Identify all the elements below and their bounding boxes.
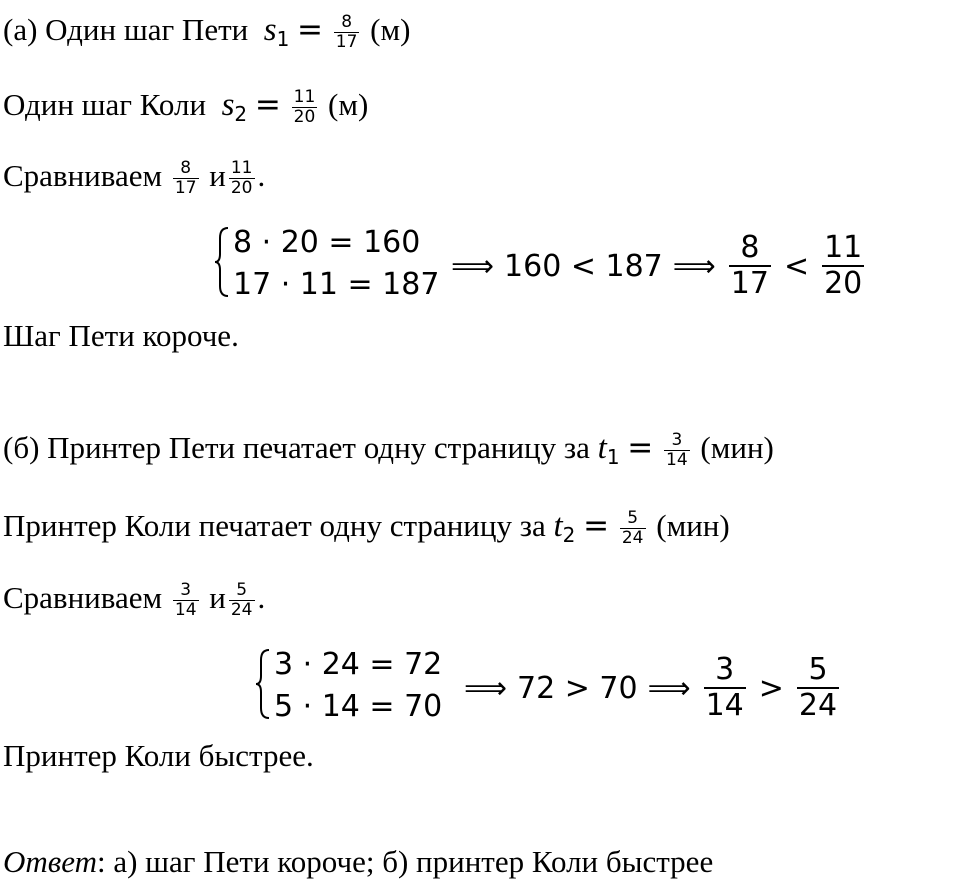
fraction-s1: $\frac{8}{17}$ — [335, 12, 358, 53]
compare-and: и — [209, 158, 226, 193]
result-fraction-1: $\frac{8}{17}$ — [730, 230, 769, 301]
period: . — [257, 158, 266, 193]
compare-fraction-1: $\frac{8}{17}$ — [174, 158, 197, 199]
fraction-s2: $\frac{11}{20}$ — [293, 87, 316, 128]
system-equation-1: 8 · 20 = 160 — [233, 225, 421, 260]
inequality: 160 < 187 — [504, 248, 663, 284]
system-result — [464, 648, 842, 728]
part-b-line-2-text: Принтер Коли печатает одну страницу за — [3, 508, 546, 543]
implies-icon: ⟹ — [672, 248, 716, 284]
implies-icon: ⟹ — [464, 670, 508, 706]
fraction-t1: $\frac{3}{14}$ — [666, 430, 688, 471]
equals-sign: = — [297, 12, 324, 48]
compare-text: Сравниваем — [3, 158, 163, 193]
answer-text: : а) шаг Пети короче; б) принтер Коли быстрее — [96, 844, 714, 879]
compare-fraction-2: $\frac{5}{24}$ — [230, 580, 253, 621]
system-equation-2: 17 · 11 = 187 — [233, 267, 440, 302]
compare-text: Сравниваем — [3, 580, 163, 615]
period: . — [257, 580, 266, 615]
part-b-compare — [3, 580, 265, 620]
unit-label: (м) — [328, 87, 369, 122]
unit-label: (м) — [370, 12, 411, 47]
result-fraction-1: $\frac{3}{14}$ — [705, 652, 744, 723]
compare-fraction-2: $\frac{11}{20}$ — [230, 158, 253, 199]
part-a-compare — [3, 158, 265, 198]
unit-label: (мин) — [656, 508, 730, 543]
system-equation-1: 3 · 24 = 72 — [274, 647, 443, 682]
part-b-line-1 — [3, 430, 774, 475]
variable-s1: $s_1$ — [263, 12, 290, 51]
result-fraction-2: $\frac{5}{24}$ — [798, 652, 838, 723]
equals-sign: = — [583, 508, 610, 544]
part-b-conclusion: Принтер Коли быстрее. — [3, 738, 314, 773]
part-a-line-2 — [3, 87, 368, 132]
system-result — [451, 226, 867, 306]
part-b-line-1-text: (б) Принтер Пети печатает одну страницу за — [3, 430, 590, 465]
unit-label: (мин) — [700, 430, 774, 465]
equals-sign: = — [627, 430, 654, 466]
part-a-system — [213, 226, 913, 306]
implies-icon: ⟹ — [451, 248, 495, 284]
part-a-line-1 — [3, 12, 410, 57]
variable-t2: $t_2$ — [553, 508, 576, 547]
system-equation-2: 5 · 14 = 70 — [274, 689, 443, 724]
relation-sign: > — [758, 670, 784, 706]
answer-label: Ответ — [3, 844, 97, 879]
compare-fraction-1: $\frac{3}{14}$ — [174, 580, 197, 621]
result-fraction-2: $\frac{11}{20}$ — [824, 230, 863, 301]
variable-s2: $s_2$ — [221, 87, 248, 126]
inequality: 72 > 70 — [517, 670, 638, 706]
answer-line — [3, 844, 713, 880]
left-brace-icon — [213, 226, 231, 298]
compare-and: и — [209, 580, 226, 615]
part-b-system — [254, 648, 894, 728]
system-equations — [233, 222, 439, 306]
part-a-line-2-text: Один шаг Коли — [3, 87, 207, 122]
implies-icon: ⟹ — [647, 670, 691, 706]
part-a-conclusion: Шаг Пети короче. — [3, 318, 239, 353]
part-b-line-2 — [3, 508, 730, 553]
equals-sign: = — [254, 87, 281, 123]
left-brace-icon — [254, 648, 272, 720]
fraction-t2: $\frac{5}{24}$ — [621, 508, 644, 549]
system-equations — [274, 644, 442, 728]
relation-sign: < — [783, 248, 810, 284]
part-a-line-1-text: (а) Один шаг Пети — [3, 12, 249, 47]
variable-t1: $t_1$ — [597, 430, 620, 469]
